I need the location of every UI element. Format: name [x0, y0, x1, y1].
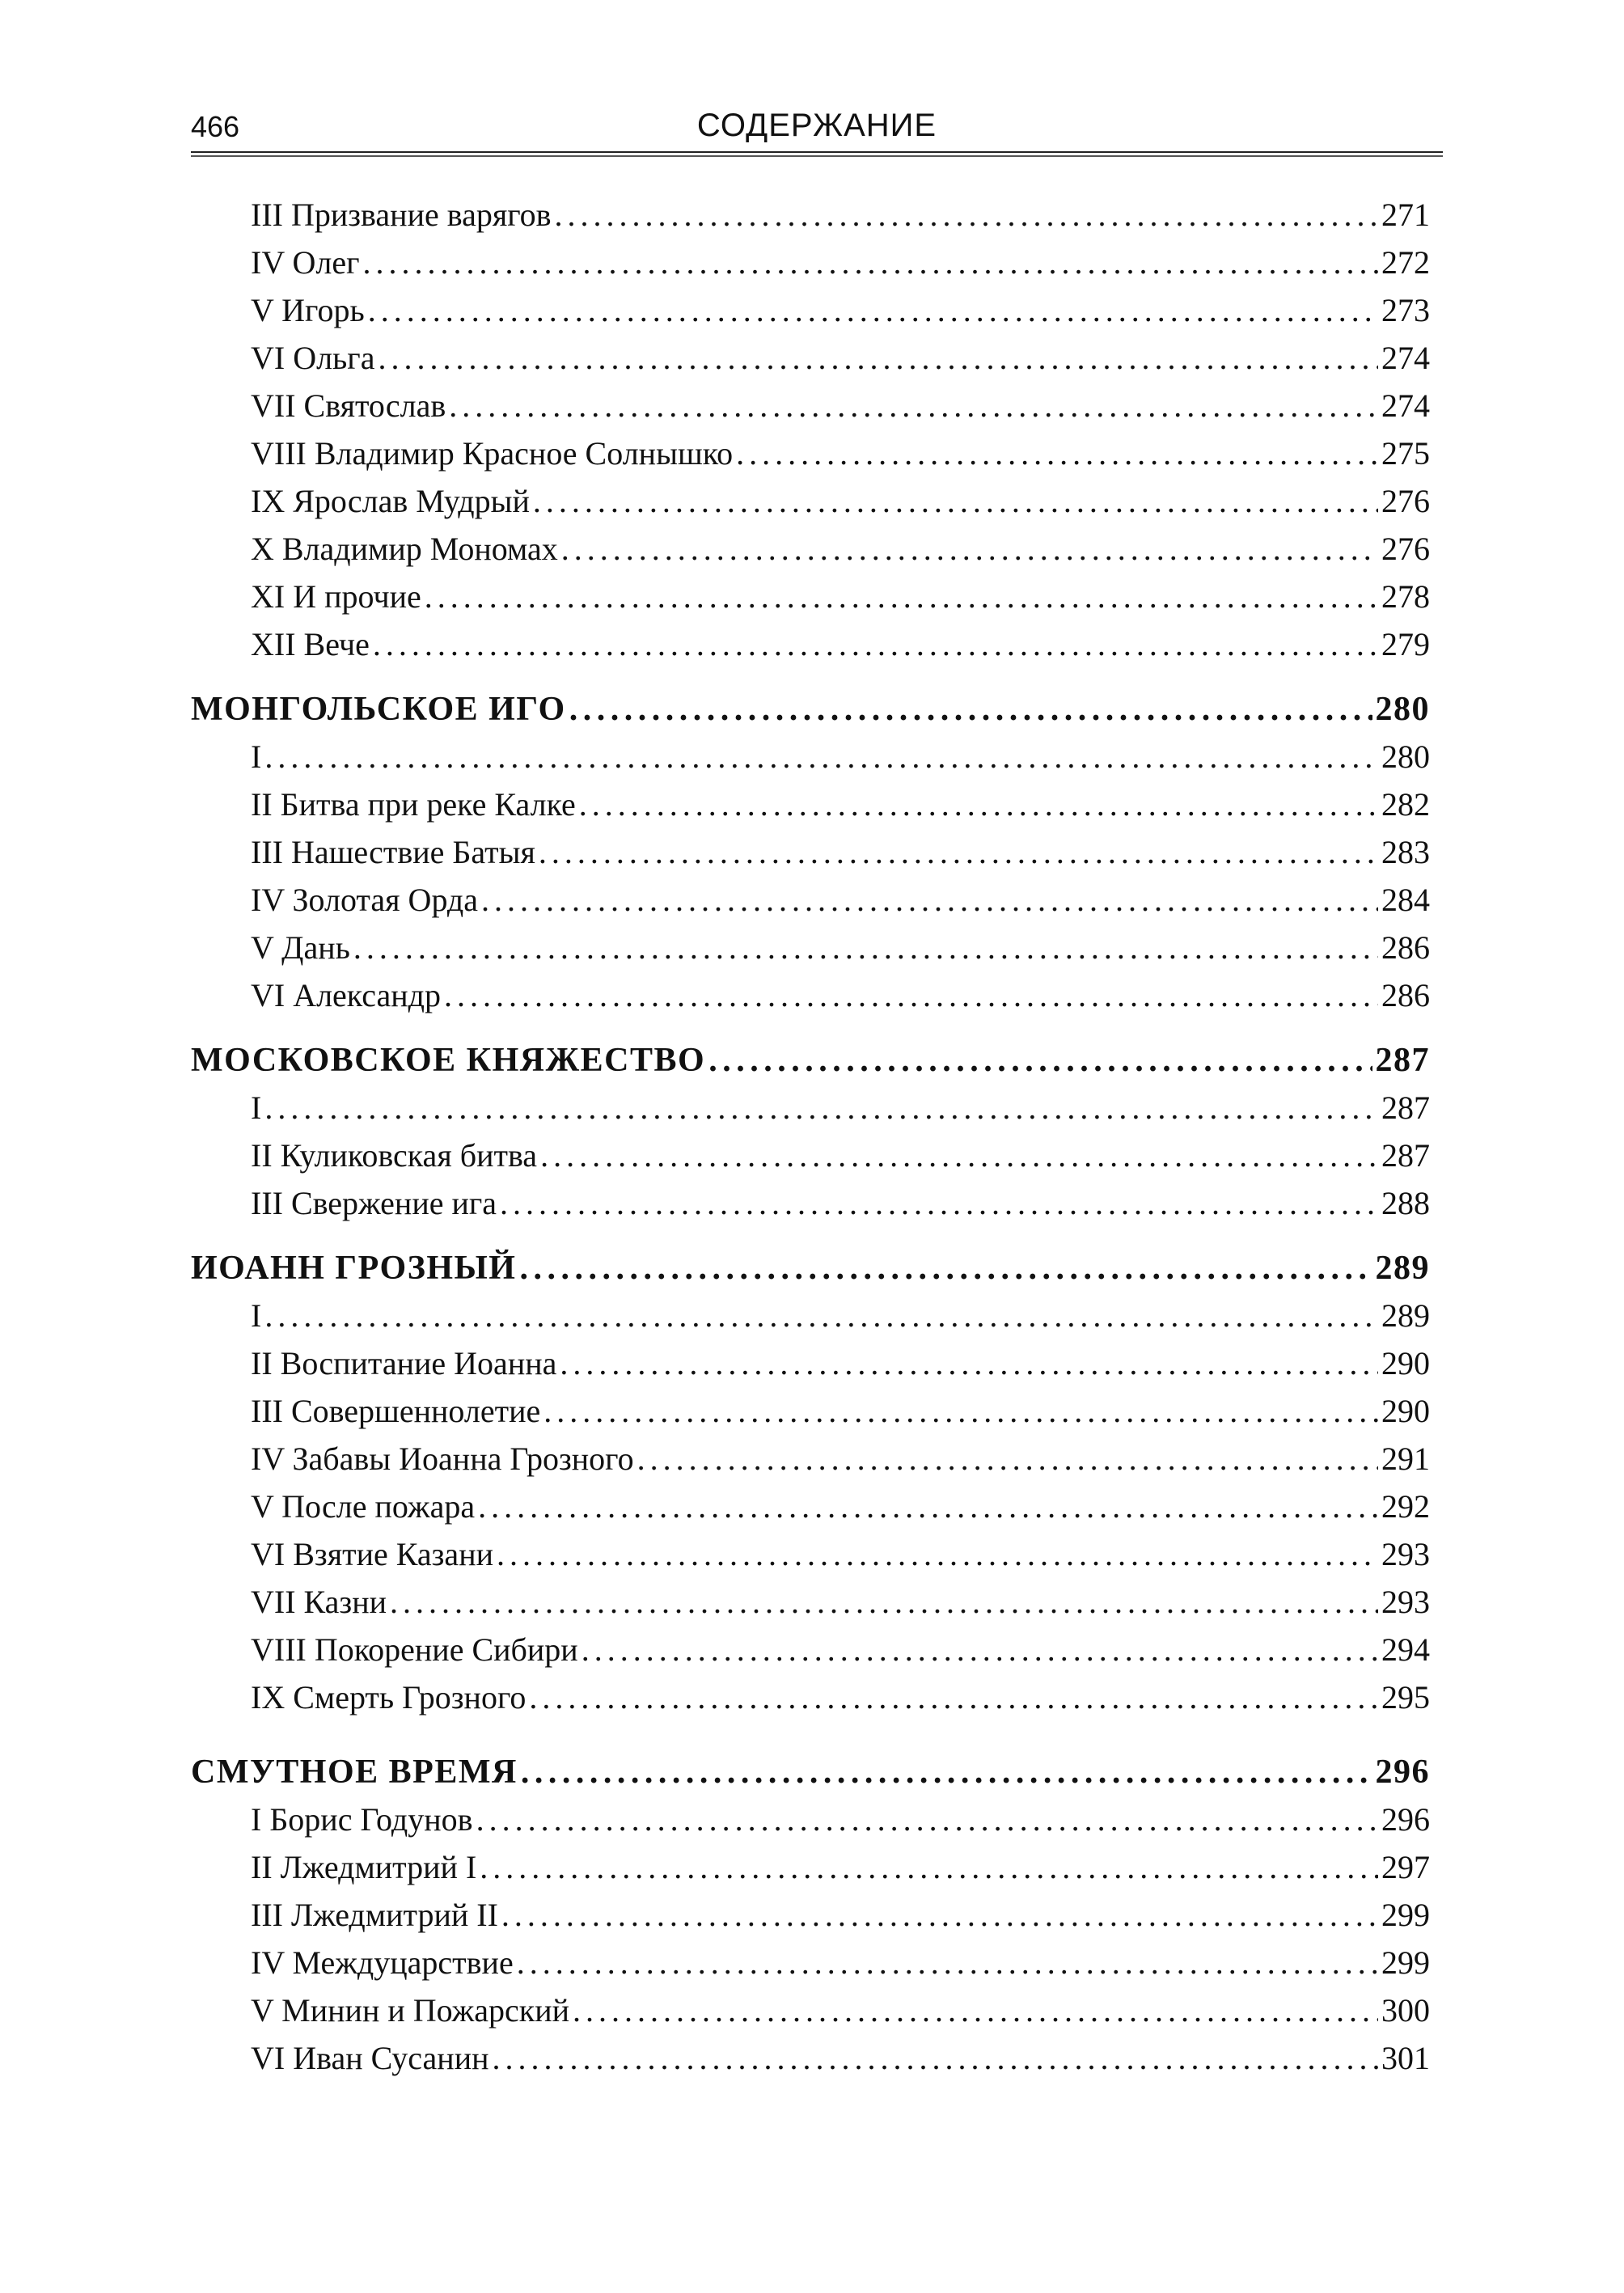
toc-entry-page: 299 — [1381, 1897, 1430, 1933]
toc-entry — [191, 286, 1430, 334]
toc-entry — [191, 924, 1430, 971]
dot-leader — [444, 971, 1378, 1019]
toc-entry — [191, 1132, 1430, 1179]
dot-leader — [493, 2034, 1378, 2082]
dot-leader — [476, 1796, 1378, 1843]
dot-leader — [363, 239, 1379, 286]
toc-entry — [191, 1435, 1430, 1483]
toc-entry-page: 293 — [1381, 1536, 1430, 1572]
toc-part-heading — [191, 1245, 1430, 1292]
toc-entry-page: 292 — [1381, 1488, 1430, 1525]
toc-entry-title: VI Взятие Казани — [251, 1536, 493, 1572]
dot-leader — [353, 924, 1378, 971]
toc-part-title: СМУТНОЕ ВРЕМЯ — [191, 1754, 518, 1791]
toc-entry — [191, 1891, 1430, 1939]
dot-leader — [264, 733, 1378, 781]
dot-leader — [533, 477, 1378, 525]
toc-entry-page: 296 — [1381, 1801, 1430, 1838]
dot-leader — [500, 1179, 1378, 1227]
running-title: СОДЕРЖАНИЕ — [696, 108, 937, 143]
toc-entry — [191, 828, 1430, 876]
toc-entry-title: III Призвание варягов — [251, 197, 552, 233]
toc-entry-page: 284 — [1381, 882, 1430, 918]
toc-entry-page: 283 — [1381, 834, 1430, 870]
dot-leader — [529, 1673, 1378, 1721]
toc-entry — [191, 573, 1430, 620]
toc-entry — [191, 1796, 1430, 1843]
dot-leader — [264, 1292, 1378, 1339]
toc-entry-title: II Куликовская битва — [251, 1137, 538, 1174]
toc-entry-page: 289 — [1381, 1297, 1430, 1334]
dot-leader — [501, 1891, 1378, 1939]
toc-part-heading — [191, 1037, 1430, 1084]
toc-entry-page: 276 — [1381, 531, 1430, 567]
toc-entry-title: IV Золотая Орда — [251, 882, 479, 918]
toc-entry-title: I — [251, 1089, 262, 1126]
dot-leader — [478, 1483, 1378, 1530]
toc-part-heading — [191, 686, 1430, 733]
toc-entry-title: III Лжедмитрий II — [251, 1897, 498, 1933]
toc-entry-page: 275 — [1381, 435, 1430, 472]
toc-entry-title: V Минин и Пожарский — [251, 1992, 570, 2029]
dot-leader — [480, 1843, 1378, 1891]
toc-part-title: ИОАНН ГРОЗНЫЙ — [191, 1250, 517, 1287]
dot-leader — [390, 1578, 1378, 1626]
toc-entry — [191, 1292, 1430, 1339]
dot-leader — [264, 1084, 1378, 1132]
toc-entry — [191, 382, 1430, 429]
dot-leader — [582, 1626, 1378, 1673]
toc-entry-page: 299 — [1381, 1944, 1430, 1981]
toc-entry-page: 287 — [1381, 1137, 1430, 1174]
dot-leader — [425, 573, 1378, 620]
toc-entry-title: III Свержение ига — [251, 1185, 497, 1221]
toc-entry-title: II Битва при реке Калке — [251, 786, 576, 823]
page-number: 466 — [191, 110, 240, 143]
toc-part-title: МОНГОЛЬСКОЕ ИГО — [191, 691, 566, 728]
toc-entry-page: 286 — [1381, 929, 1430, 966]
toc-entry — [191, 1939, 1430, 1986]
toc-entry-title: VI Иван Сусанин — [251, 2040, 489, 2076]
toc-entry-page: 295 — [1381, 1679, 1430, 1716]
toc-entry-page: 301 — [1381, 2040, 1430, 2076]
toc-entry — [191, 781, 1430, 828]
toc-entry-title: I — [251, 738, 262, 775]
toc-entry — [191, 334, 1430, 382]
toc-entry-title: XII Вече — [251, 626, 370, 662]
toc-entry — [191, 1387, 1430, 1435]
toc-entry-title: XI И прочие — [251, 578, 421, 615]
toc-entry — [191, 239, 1430, 286]
dot-leader — [481, 876, 1378, 924]
toc-entry-title: VI Ольга — [251, 340, 375, 376]
running-header — [191, 105, 1443, 150]
toc-entry — [191, 1578, 1430, 1626]
toc-entry-title: IX Ярослав Мудрый — [251, 483, 530, 519]
toc-entry — [191, 525, 1430, 573]
toc-entry-page: 290 — [1381, 1345, 1430, 1381]
toc-part-heading — [191, 1749, 1430, 1796]
toc-entry-title: IV Олег — [251, 244, 360, 281]
toc-entry-title: IV Междуцарствие — [251, 1944, 514, 1981]
toc-entry-title: VII Казни — [251, 1584, 387, 1620]
toc-entry-title: IX Смерть Грозного — [251, 1679, 527, 1716]
toc-entry-title: V Игорь — [251, 292, 365, 328]
toc-entry-page: 272 — [1381, 244, 1430, 281]
toc-entry — [191, 1673, 1430, 1721]
dot-leader — [569, 686, 1372, 733]
dot-leader — [517, 1939, 1378, 1986]
dot-leader — [368, 286, 1378, 334]
toc-entry-page: 276 — [1381, 483, 1430, 519]
toc-entry-title: VI Александр — [251, 977, 441, 1013]
toc-entry — [191, 1339, 1430, 1387]
toc-entry — [191, 1843, 1430, 1891]
dot-leader — [708, 1037, 1372, 1084]
dot-leader — [543, 1387, 1378, 1435]
toc-entry-title: V Дань — [251, 929, 350, 966]
toc-entry-page: 290 — [1381, 1393, 1430, 1429]
dot-leader — [561, 525, 1378, 573]
dot-leader — [373, 620, 1378, 668]
dot-leader — [579, 781, 1378, 828]
toc-entry-page: 291 — [1381, 1441, 1430, 1477]
dot-leader — [519, 1245, 1372, 1292]
toc-entry-page: 282 — [1381, 786, 1430, 823]
toc-entry — [191, 1179, 1430, 1227]
dot-leader — [449, 382, 1378, 429]
dot-leader — [497, 1530, 1378, 1578]
toc-part-page: 280 — [1375, 691, 1430, 728]
dot-leader — [555, 191, 1378, 239]
toc-entry — [191, 1530, 1430, 1578]
toc-entry-page: 278 — [1381, 578, 1430, 615]
toc-part-title: МОСКОВСКОЕ КНЯЖЕСТВО — [191, 1042, 706, 1079]
toc-part-page: 296 — [1375, 1754, 1430, 1791]
dot-leader — [560, 1339, 1378, 1387]
toc-entry-title: III Нашествие Батыя — [251, 834, 535, 870]
dot-leader — [539, 828, 1378, 876]
header-rule — [191, 151, 1443, 157]
toc-entry — [191, 191, 1430, 239]
dot-leader — [573, 1986, 1378, 2034]
toc-entry-title: VII Святослав — [251, 387, 446, 424]
toc-entry-page: 286 — [1381, 977, 1430, 1013]
toc-entry — [191, 429, 1430, 477]
dot-leader — [521, 1749, 1372, 1796]
toc-entry-title: VIII Покорение Сибири — [251, 1631, 578, 1668]
toc-entry — [191, 477, 1430, 525]
toc-entry — [191, 733, 1430, 781]
toc-entry-title: VIII Владимир Красное Солнышко — [251, 435, 734, 472]
toc-entry-page: 297 — [1381, 1849, 1430, 1885]
toc-entry — [191, 1084, 1430, 1132]
toc-entry — [191, 2034, 1430, 2082]
toc-entry-page: 300 — [1381, 1992, 1430, 2029]
toc-entry-title: I Борис Годунов — [251, 1801, 473, 1838]
toc-part-page: 289 — [1375, 1250, 1430, 1287]
toc-entry-title: II Воспитание Иоанна — [251, 1345, 557, 1381]
toc-entry-page: 279 — [1381, 626, 1430, 662]
toc-entry-title: III Совершеннолетие — [251, 1393, 541, 1429]
toc-entry-page: 273 — [1381, 292, 1430, 328]
toc-part-page: 287 — [1375, 1042, 1430, 1079]
toc-entry — [191, 971, 1430, 1019]
toc-entry-page: 294 — [1381, 1631, 1430, 1668]
toc-entry — [191, 620, 1430, 668]
toc-entry — [191, 1986, 1430, 2034]
toc-entry-page: 274 — [1381, 387, 1430, 424]
toc-entry-title: II Лжедмитрий I — [251, 1849, 477, 1885]
toc-entry-page: 271 — [1381, 197, 1430, 233]
toc-entry — [191, 1626, 1430, 1673]
toc-entry-page: 287 — [1381, 1089, 1430, 1126]
toc-entry-title: V После пожара — [251, 1488, 476, 1525]
dot-leader — [736, 429, 1378, 477]
toc-entry-title: IV Забавы Иоанна Грозного — [251, 1441, 634, 1477]
dot-leader — [637, 1435, 1378, 1483]
toc-entry — [191, 1483, 1430, 1530]
toc-entry-title: X Владимир Мономах — [251, 531, 558, 567]
dot-leader — [378, 334, 1378, 382]
toc-entry-page: 288 — [1381, 1185, 1430, 1221]
toc-entry-page: 274 — [1381, 340, 1430, 376]
toc-entry-title: I — [251, 1297, 262, 1334]
toc-entry-page: 293 — [1381, 1584, 1430, 1620]
toc-entry — [191, 876, 1430, 924]
dot-leader — [540, 1132, 1378, 1179]
table-of-contents — [191, 191, 1430, 2082]
toc-entry-page: 280 — [1381, 738, 1430, 775]
